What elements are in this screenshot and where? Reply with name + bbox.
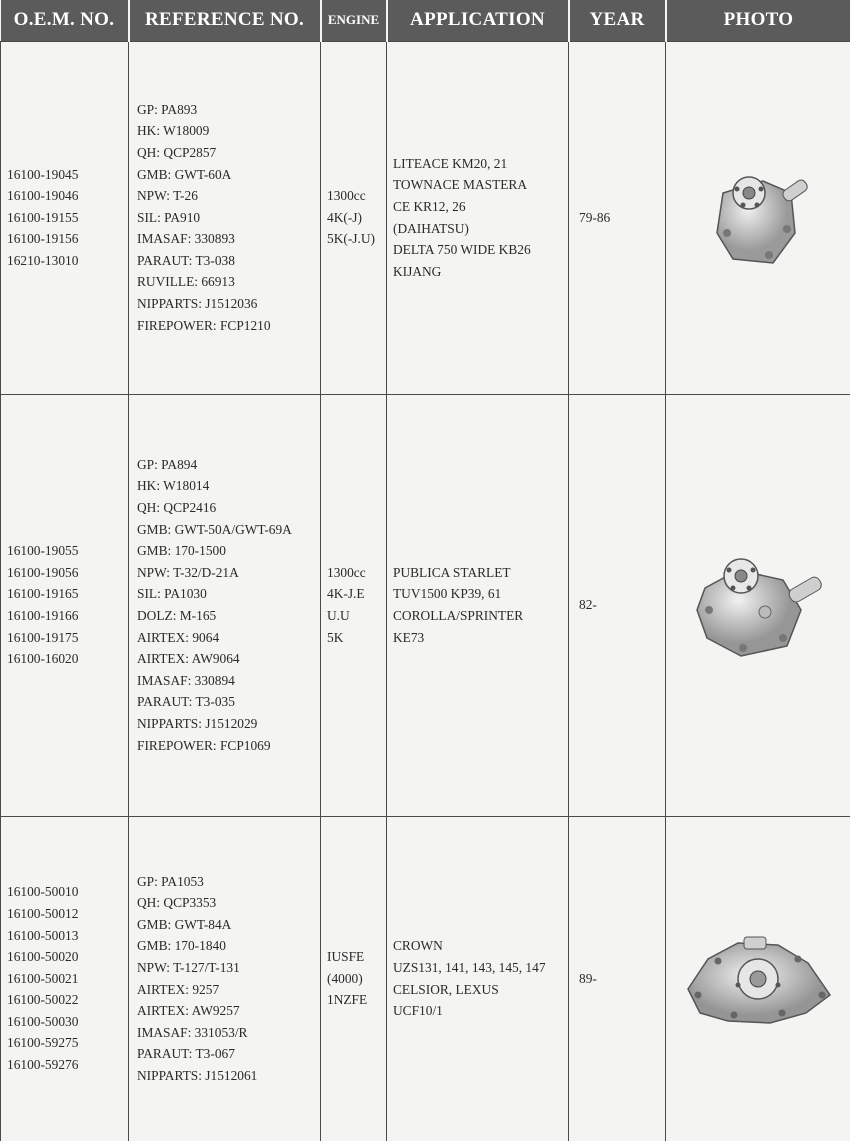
header-application: APPLICATION	[387, 0, 569, 41]
reference-cell	[129, 394, 321, 816]
reference-number: FIREPOWER: FCP1069	[137, 737, 271, 753]
engine-cell	[321, 816, 387, 1141]
oem-number: 16100-50013	[7, 927, 79, 943]
reference-number: PARAUT: T3-038	[137, 252, 235, 268]
engine-code: IUSFE	[327, 949, 365, 965]
year-cell	[569, 394, 666, 816]
oem-number: 16100-19056	[7, 564, 79, 580]
year-range: 89-	[579, 970, 597, 986]
application-line: UCF10/1	[393, 1003, 443, 1019]
reference-number: GP: PA894	[137, 456, 198, 472]
oem-number: 16100-59275	[7, 1035, 79, 1051]
application-line: COROLLA/SPRINTER	[393, 608, 524, 623]
application-line: DELTA 750 WIDE KB26	[393, 242, 531, 258]
oem-number: 16210-13010	[7, 252, 79, 268]
header-engine: ENGINE	[321, 0, 387, 41]
water-pump-photo-icon	[703, 163, 813, 273]
oem-number: 16100-19055	[7, 543, 79, 559]
oem-number: 16100-50010	[7, 884, 79, 900]
reference-number: QH: QCP3353	[137, 895, 217, 911]
reference-number: PARAUT: T3-035	[137, 694, 235, 710]
application-line: (DAIHATSU)	[393, 220, 469, 236]
header-oem: O.E.M. NO.	[1, 0, 129, 41]
engine-code: 1300cc	[327, 564, 366, 580]
oem-number: 16100-50021	[7, 970, 79, 986]
year-cell	[569, 41, 666, 394]
oem-cell	[1, 816, 129, 1141]
application-line: PUBLICA STARLET	[393, 564, 511, 580]
oem-number: 16100-19165	[7, 586, 79, 602]
reference-number: GMB: 170-1500	[137, 543, 226, 559]
reference-cell	[129, 41, 321, 394]
engine-code: 1300cc	[327, 188, 366, 204]
engine-cell	[321, 41, 387, 394]
oem-number: 16100-50012	[7, 905, 79, 921]
oem-number: 16100-59276	[7, 1057, 79, 1073]
reference-number: NIPPARTS: J1512061	[137, 1067, 258, 1083]
oem-number: 16100-19045	[7, 166, 79, 182]
engine-code: 5K	[327, 629, 344, 645]
reference-number: AIRTEX: 9257	[137, 981, 220, 997]
engine-code: 5K(-J.U)	[327, 231, 375, 247]
oem-number: 16100-50020	[7, 949, 79, 965]
reference-number: NPW: T-127/T-131	[137, 959, 240, 975]
oem-number: 16100-19156	[7, 231, 79, 247]
oem-number: 16100-19155	[7, 209, 79, 225]
oem-number: 16100-50022	[7, 992, 79, 1008]
reference-number: PARAUT: T3-067	[137, 1046, 235, 1062]
reference-number: GP: PA1053	[137, 873, 204, 889]
engine-code: U.U	[327, 608, 350, 623]
reference-number: GP: PA893	[137, 101, 198, 117]
header-reference: REFERENCE NO.	[129, 0, 321, 41]
application-cell	[387, 41, 569, 394]
application-cell	[387, 394, 569, 816]
engine-code: (4000)	[327, 970, 363, 986]
table-row	[1, 816, 850, 1141]
engine-code: 4K-J.E	[327, 586, 365, 602]
reference-number: AIRTEX: AW9064	[137, 651, 240, 667]
engine-code: 4K(-J)	[327, 209, 362, 225]
application-line: CELSIOR, LEXUS	[393, 981, 499, 997]
reference-number: QH: QCP2416	[137, 500, 217, 516]
water-pump-photo-icon	[678, 929, 838, 1029]
reference-number: GMB: GWT-50A/GWT-69A	[137, 521, 292, 537]
application-line: UZS131, 141, 143, 145, 147	[393, 959, 546, 975]
reference-number: IMASAF: 330894	[137, 672, 235, 688]
oem-number: 16100-19175	[7, 629, 79, 645]
reference-number: AIRTEX: AW9257	[137, 1003, 240, 1019]
reference-number: IMASAF: 331053/R	[137, 1024, 248, 1040]
reference-number: HK: W18014	[137, 478, 210, 494]
year-range: 82-	[579, 597, 597, 613]
application-line: KE73	[393, 629, 425, 645]
year-range: 79-86	[579, 209, 611, 225]
reference-number: NPW: T-32/D-21A	[137, 564, 239, 580]
application-line: LITEACE KM20, 21	[393, 155, 508, 171]
application-line: CE KR12, 26	[393, 198, 466, 214]
reference-number: SIL: PA910	[137, 209, 201, 225]
application-cell	[387, 816, 569, 1141]
oem-number: 16100-19046	[7, 188, 79, 204]
photo-cell	[666, 816, 850, 1141]
table-row	[1, 394, 850, 816]
reference-number: HK: W18009	[137, 123, 210, 139]
photo-cell	[666, 394, 850, 816]
reference-number: NPW: T-26	[137, 188, 198, 204]
oem-cell	[1, 41, 129, 394]
oem-number: 16100-16020	[7, 651, 79, 667]
reference-number: RUVILLE: 66913	[137, 274, 235, 290]
reference-number: FIREPOWER: FCP1210	[137, 317, 271, 333]
header-row	[1, 0, 850, 41]
oem-number: 16100-19166	[7, 608, 79, 623]
application-line: CROWN	[393, 938, 443, 954]
table-row	[1, 41, 850, 394]
reference-cell	[129, 816, 321, 1141]
header-year: YEAR	[569, 0, 666, 41]
reference-number: GMB: GWT-84A	[137, 916, 232, 932]
oem-cell	[1, 394, 129, 816]
reference-number: QH: QCP2857	[137, 144, 217, 160]
engine-code: 1NZFE	[327, 992, 368, 1008]
reference-number: DOLZ: M-165	[137, 608, 217, 623]
photo-cell	[666, 41, 850, 394]
reference-number: AIRTEX: 9064	[137, 629, 220, 645]
application-line: KIJANG	[393, 263, 442, 279]
reference-number: NIPPARTS: J1512036	[137, 296, 258, 312]
application-line: TUV1500 KP39, 61	[393, 586, 502, 602]
engine-cell	[321, 394, 387, 816]
reference-number: GMB: GWT-60A	[137, 166, 232, 182]
oem-number: 16100-50030	[7, 1013, 79, 1029]
header-photo: PHOTO	[666, 0, 850, 41]
reference-number: GMB: 170-1840	[137, 938, 226, 954]
reference-number: NIPPARTS: J1512029	[137, 715, 258, 731]
application-line: TOWNACE MASTERA	[393, 177, 528, 193]
reference-number: IMASAF: 330893	[137, 231, 235, 247]
reference-number: SIL: PA1030	[137, 586, 207, 602]
water-pump-photo-icon	[683, 548, 833, 663]
year-cell	[569, 816, 666, 1141]
